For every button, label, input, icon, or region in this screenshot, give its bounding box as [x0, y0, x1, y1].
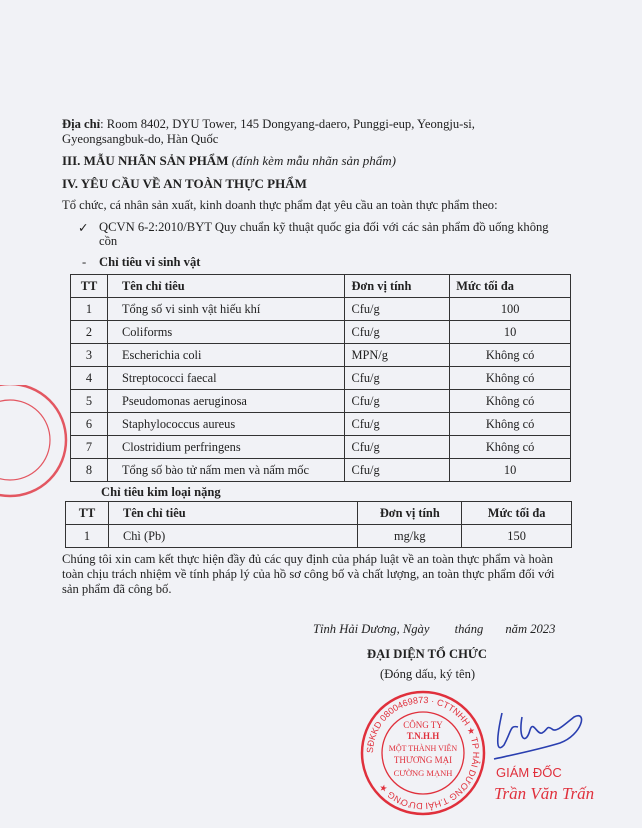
signature-date: Tỉnh Hải Dương, Ngày tháng năm 2023	[313, 622, 556, 636]
cell-unit: Cfu/g	[345, 436, 450, 459]
cell-max: Không có	[450, 390, 571, 413]
cell-tt: 8	[71, 459, 108, 482]
header-tt: TT	[71, 275, 108, 298]
cell-max: 10	[450, 321, 571, 344]
company-stamp	[358, 688, 488, 818]
cell-unit: Cfu/g	[345, 413, 450, 436]
cell-max: Không có	[450, 413, 571, 436]
cell-unit: mg/kg	[358, 525, 462, 548]
cell-max: Không có	[450, 344, 571, 367]
section4-title: IV. YÊU CẦU VỀ AN TOÀN THỰC PHẨM	[62, 176, 307, 191]
section3-note: (đính kèm mẫu nhãn sản phẩm)	[231, 153, 397, 168]
metal-title: Chỉ tiêu kim loại nặng	[101, 485, 221, 499]
svg-text:SĐKKD 0800469873 · CTTNHH ★ TP: SĐKKD 0800469873 · CTTNHH ★ TP HẢI DƯƠNG T.HẢI DƯƠNG ★	[364, 694, 482, 812]
cell-tt: 1	[66, 525, 109, 548]
cell-name: Chì (Pb)	[108, 525, 357, 548]
header-name: Tên chỉ tiêu	[108, 502, 357, 525]
commitment-line3: sản phẩm đã công bố.	[62, 582, 172, 596]
header-max: Mức tối đa	[450, 275, 571, 298]
cell-max: Không có	[450, 367, 571, 390]
stamp-partial-left	[0, 385, 70, 500]
cell-tt: 2	[71, 321, 108, 344]
table-row	[71, 344, 571, 367]
table-row	[71, 459, 571, 482]
cell-name: Pseudomonas aeruginosa	[107, 390, 344, 413]
cell-tt: 7	[71, 436, 108, 459]
cell-name: Escherichia coli	[107, 344, 344, 367]
section3-heading	[62, 153, 396, 169]
cell-name: Staphylococcus aureus	[107, 413, 344, 436]
standard-line1: QCVN 6-2:2010/BYT Quy chuẩn kỹ thuật quốc gia đối với các sản phẩm đồ uống không	[99, 220, 549, 234]
address-line2: Gyeongsangbuk-do, Hàn Quốc	[62, 132, 219, 146]
stamp-position: GIÁM ĐỐC	[496, 765, 562, 780]
address-label: Địa chỉ	[62, 117, 101, 131]
address	[62, 117, 475, 132]
micro-dash: -	[82, 255, 87, 269]
table-row	[71, 298, 571, 321]
section4-intro: Tổ chức, cá nhân sản xuất, kinh doanh thực phẩm đạt yêu cầu an toàn thực phẩm theo:	[62, 198, 498, 212]
cell-unit: MPN/g	[345, 344, 450, 367]
cell-unit: Cfu/g	[345, 459, 450, 482]
check-icon: ✓	[78, 221, 89, 235]
cell-max: 10	[450, 459, 571, 482]
cell-name: Tổng số vi sinh vật hiếu khí	[107, 298, 344, 321]
micro-table	[70, 274, 571, 482]
section3-title: III. MẪU NHÃN SẢN PHẨM	[62, 153, 229, 168]
table-row	[71, 321, 571, 344]
cell-name: Streptococci faecal	[107, 367, 344, 390]
table-row	[71, 413, 571, 436]
svg-text:THƯƠNG MẠI: THƯƠNG MẠI	[393, 755, 453, 765]
micro-title: Chỉ tiêu vi sinh vật	[99, 255, 201, 269]
standard-line2: cồn	[99, 234, 118, 248]
table-row	[71, 436, 571, 459]
stamp-name: Trần Văn Trấn	[494, 784, 595, 803]
table-row	[71, 390, 571, 413]
header-max: Mức tối đa	[462, 502, 572, 525]
header-unit: Đơn vị tính	[345, 275, 450, 298]
svg-text:MỘT THÀNH VIÊN: MỘT THÀNH VIÊN	[388, 744, 458, 753]
table-row	[66, 525, 572, 548]
svg-text:T.N.H.H: T.N.H.H	[406, 731, 440, 741]
cell-unit: Cfu/g	[345, 321, 450, 344]
cell-tt: 6	[71, 413, 108, 436]
metal-table	[65, 501, 572, 548]
cell-max: 150	[462, 525, 572, 548]
cell-max: Không có	[450, 436, 571, 459]
signature-note: (Đóng dấu, ký tên)	[380, 667, 476, 681]
cell-unit: Cfu/g	[345, 298, 450, 321]
micro-header-row	[71, 275, 571, 298]
cell-name: Tổng số bào tử nấm men và nấm mốc	[107, 459, 344, 482]
metal-header-row	[66, 502, 572, 525]
cell-max: 100	[450, 298, 571, 321]
cell-unit: Cfu/g	[345, 367, 450, 390]
signature-scribble	[492, 705, 592, 760]
cell-tt: 4	[71, 367, 108, 390]
cell-tt: 1	[71, 298, 108, 321]
header-name: Tên chỉ tiêu	[107, 275, 344, 298]
cell-name: Coliforms	[107, 321, 344, 344]
svg-text:CÔNG TY: CÔNG TY	[403, 720, 443, 730]
svg-text:CƯỜNG MẠNH: CƯỜNG MẠNH	[393, 768, 453, 778]
header-tt: TT	[66, 502, 109, 525]
commitment-line1: Chúng tôi xin cam kết thực hiện đầy đủ các quy định của pháp luật về an toàn thực phẩm và hoàn	[62, 552, 554, 566]
cell-name: Clostridium perfringens	[107, 436, 344, 459]
header-unit: Đơn vị tính	[358, 502, 462, 525]
signature-title: ĐẠI DIỆN TỔ CHỨC	[367, 647, 488, 661]
cell-tt: 5	[71, 390, 108, 413]
address-line1: : Room 8402, DYU Tower, 145 Dongyang-daero, Punggi-eup, Yeongju-si,	[100, 117, 475, 131]
cell-unit: Cfu/g	[345, 390, 450, 413]
commitment-line2: toàn chịu trách nhiệm về tính pháp lý của hồ sơ công bố và chất lượng, an toàn thực phẩm đối với	[62, 567, 555, 581]
cell-tt: 3	[71, 344, 108, 367]
table-row	[71, 367, 571, 390]
